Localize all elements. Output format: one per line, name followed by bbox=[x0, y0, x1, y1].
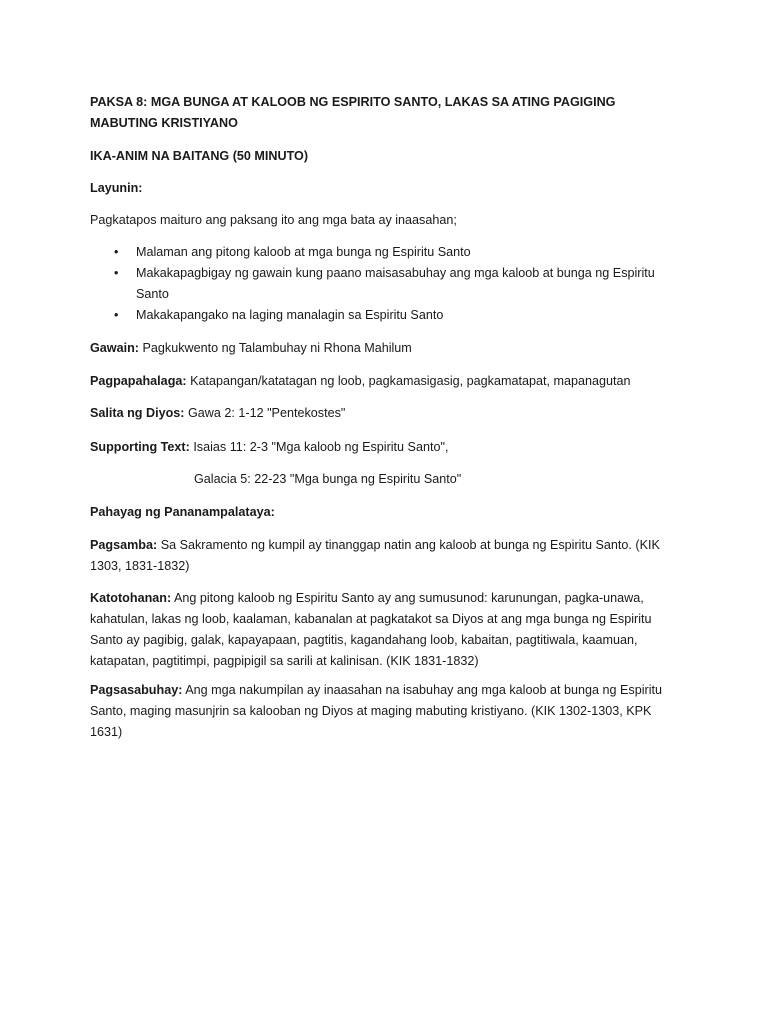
pagsasabuhay-label: Pagsasabuhay: bbox=[90, 683, 183, 697]
gawain-label: Gawain: bbox=[90, 341, 139, 355]
bullet-icon: • bbox=[114, 245, 119, 259]
pagpapahalaga-label: Pagpapahalaga: bbox=[90, 374, 187, 388]
pahayag-heading: Pahayag ng Pananampalataya: bbox=[90, 505, 275, 519]
supporting-label: Supporting Text: bbox=[90, 440, 190, 454]
pagsamba-text: Sa Sakramento ng kumpil ay tinanggap natin ang kaloob at bunga ng Espiritu Santo. (KIK 1303, 1831-1832) bbox=[90, 538, 660, 573]
pagsasabuhay-text: Ang mga nakumpilan ay inaasahan na isabuhay ang mga kaloob at bunga ng Espiritu Santo, maging masunjrin sa kalooban ng Diyos at maging mabuting kristiyano. (KIK 1302-1303, KPK 1631) bbox=[90, 683, 663, 739]
objective-text: Makakapangako na laging manalagin sa Espiritu Santo bbox=[136, 308, 444, 322]
katotohanan-label: Katotohanan: bbox=[90, 591, 172, 605]
pagpapahalaga-paragraph bbox=[90, 371, 680, 392]
bullet-icon: • bbox=[114, 308, 119, 322]
bullet-icon: • bbox=[114, 266, 119, 280]
list-item bbox=[90, 263, 680, 305]
intro-text: Pagkatapos maituro ang paksang ito ang mga bata ay inaasahan; bbox=[90, 213, 457, 227]
pagsasabuhay-paragraph bbox=[90, 680, 680, 743]
objective-text: Malaman ang pitong kaloob at mga bunga ng Espiritu Santo bbox=[136, 245, 471, 259]
salita-label: Salita ng Diyos: bbox=[90, 406, 185, 420]
objective-text: Makakapagbigay ng gawain kung paano maisasabuhay ang mga kaloob at bunga ng Espiritu Santo bbox=[136, 266, 655, 301]
salita-paragraph bbox=[90, 403, 680, 424]
grade-heading: IKA-ANIM NA BAITANG (50 MINUTO) bbox=[90, 149, 309, 163]
supporting-paragraph bbox=[90, 437, 680, 458]
katotohanan-text: Ang pitong kaloob ng Espiritu Santo ay ang sumusunod: karunungan, pagka-unawa, kahatulan, lakas ng loob, kaalaman, kabanalan at pagkatakot sa Diyos at ang mga bunga ng Espiritu Santo ay pagibig, galak, kapayapaan, pagtitis, kagandahang loob, kabaitan, pagtitiwala, kaamuan, katapatan, pagtitimpi, pagpipigil sa sarili at kalinisan. (KIK 1831-1832) bbox=[90, 591, 652, 668]
gawain-text: Pagkukwento ng Talambuhay ni Rhona Mahilum bbox=[142, 341, 412, 355]
supporting-text-1: Isaias 11: 2-3 "Mga kaloob ng Espiritu Santo", bbox=[193, 440, 449, 454]
pagpapahalaga-text: Katapangan/katatagan ng loob, pagkamasigasig, pagkamatapat, mapanagutan bbox=[190, 374, 631, 388]
layunin-heading: Layunin: bbox=[90, 181, 143, 195]
list-item bbox=[90, 305, 680, 326]
salita-text: Gawa 2: 1-12 "Pentekostes" bbox=[187, 406, 346, 420]
katotohanan-paragraph bbox=[90, 588, 680, 672]
document-title: PAKSA 8: MGA BUNGA AT KALOOB NG ESPIRITO SANTO, LAKAS SA ATING PAGIGING MABUTING KRISTIYANO bbox=[90, 95, 616, 130]
list-item bbox=[90, 242, 680, 263]
supporting-text-2: Galacia 5: 22-23 "Mga bunga ng Espiritu Santo" bbox=[194, 472, 462, 486]
objectives-list bbox=[90, 242, 680, 326]
pagsamba-label: Pagsamba: bbox=[90, 538, 158, 552]
pagsamba-paragraph bbox=[90, 535, 680, 577]
gawain-paragraph bbox=[90, 338, 680, 359]
